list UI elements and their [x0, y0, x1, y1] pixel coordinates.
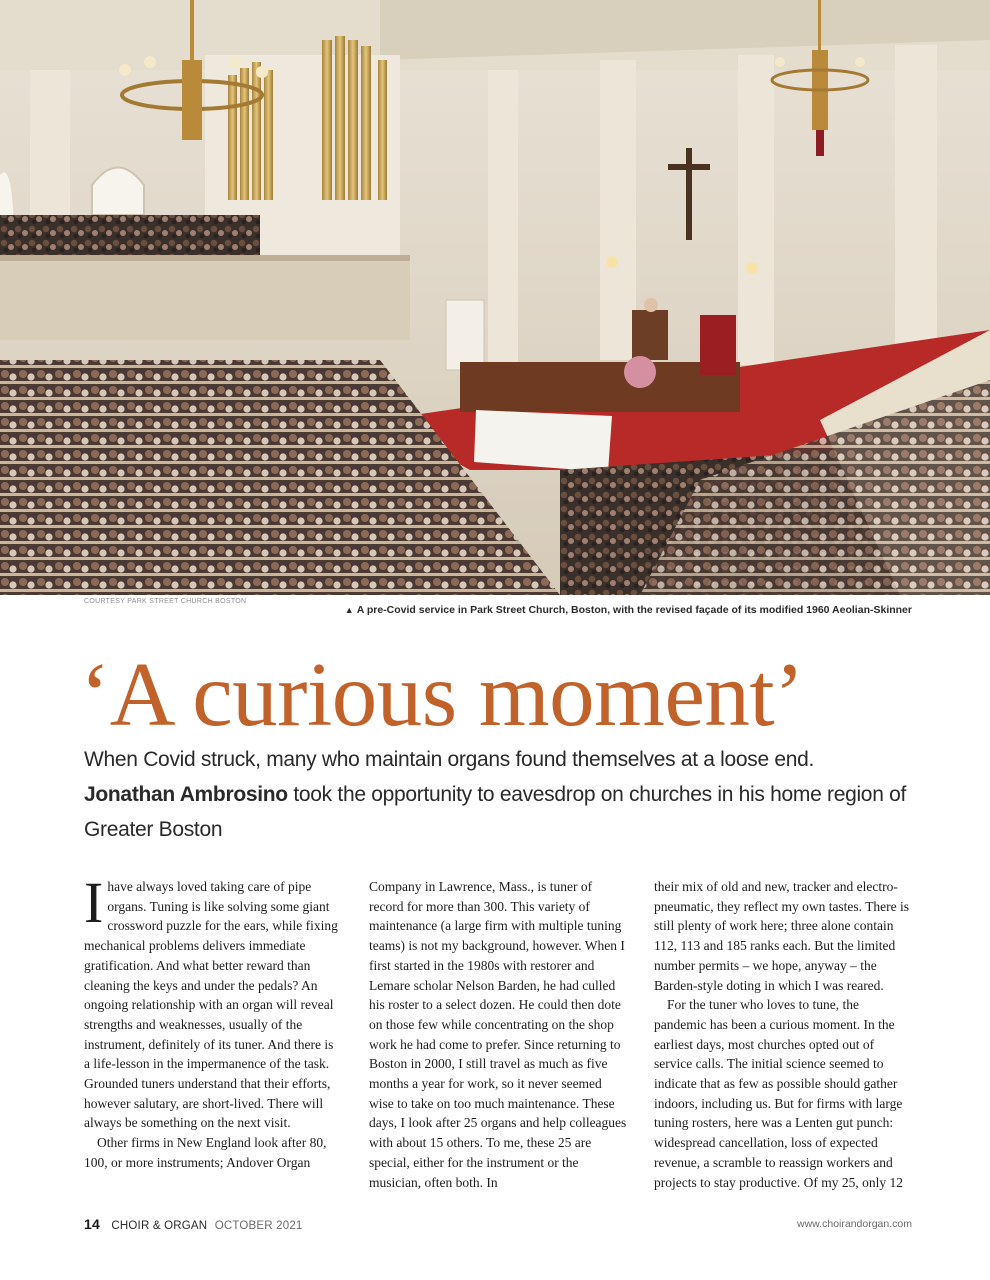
- paragraph: [84, 870, 342, 1133]
- body-column-3: [654, 877, 912, 1192]
- paragraph: Other firms in New England look after 80, 100, or more instruments; Andover Organ: [84, 1135, 327, 1170]
- magazine-url[interactable]: www.choirandorgan.com: [797, 1218, 912, 1230]
- paragraph-text: have always loved taking care of pipe organs. Tuning is like solving some giant crossword puzzle for the ears, while fixing mechanical problems delivers immediate gratification. And what better reward than cleaning the keys and under the pedals? An ongoing relationship with an organ will reveal strengths and weaknesses, usually of the instrument, definitely of its tuner. And there is a life-lesson in the impermanence of the task. Grounded tuners understand that their efforts, however salutary, are short-lived. There will always be something on the next visit.: [84, 879, 338, 1131]
- standfirst-intro: When Covid struck, many who maintain organs found themselves at a loose end.: [84, 748, 815, 771]
- body-column-1: [84, 870, 342, 1173]
- standfirst-rest: took the opportunity to eavesdrop on churches in his home region of Greater Boston: [84, 783, 907, 841]
- paragraph: For the tuner who loves to tune, the pandemic has been a curious moment. In the earliest days, most churches opted out of service calls. The initial science seemed to indicate that as few as possible should gather indoors, including us. But for firms with large tuning rosters, here was a Lenten gut punch: widespread cancellation, loss of expected revenue, a scramble to reassign workers and projects to stay productive. Of my 25, only 12: [654, 997, 903, 1190]
- photo-credit: COURTESY PARK STREET CHURCH BOSTON: [84, 598, 247, 605]
- magazine-name: CHOIR & ORGAN: [111, 1220, 208, 1232]
- page-footer: [84, 1216, 303, 1232]
- drop-cap: I: [84, 870, 104, 935]
- triangle-up-icon: ▲: [344, 605, 354, 615]
- photo-caption-text: A pre-Covid service in Park Street Church, Boston, with the revised façade of its modified 1960 Aeolian-Skinner: [356, 604, 912, 616]
- photo-caption: [345, 604, 912, 616]
- article-title: ‘A curious moment’: [80, 644, 804, 745]
- author-name: Jonathan Ambrosino: [84, 783, 288, 806]
- paragraph: their mix of old and new, tracker and electro-pneumatic, they reflect my own tastes. There is still plenty of work here; three alone contain 112, 113 and 185 ranks each. But the limited number permits – we hope, anyway – the Barden-style doting in which I was reared.: [654, 879, 910, 993]
- church-interior-illustration: [0, 0, 990, 595]
- paragraph: Company in Lawrence, Mass., is tuner of record for more than 300. This variety of maintenance (a large firm with multiple tuning teams) is not my background, however. When I first started in the 1980s with restorer and Lemare scholar Nelson Barden, he had culled his roster to a select dozen. He could then dote on those few while concentrating on the shop work he had come to prefer. Since returning to Boston in 2000, I still travel as much as five months a year for work, so it never seemed wise to take on too much maintenance. These days, I look after 25 organs and help colleagues with about 15 others. To me, these 25 are special, either for the instrument or the musician, often both. In: [369, 879, 627, 1190]
- issue-date: OCTOBER 2021: [214, 1220, 303, 1232]
- standfirst: [84, 742, 924, 847]
- page-number: 14: [84, 1216, 100, 1232]
- hero-photo: [0, 0, 990, 595]
- body-column-2: [369, 877, 627, 1192]
